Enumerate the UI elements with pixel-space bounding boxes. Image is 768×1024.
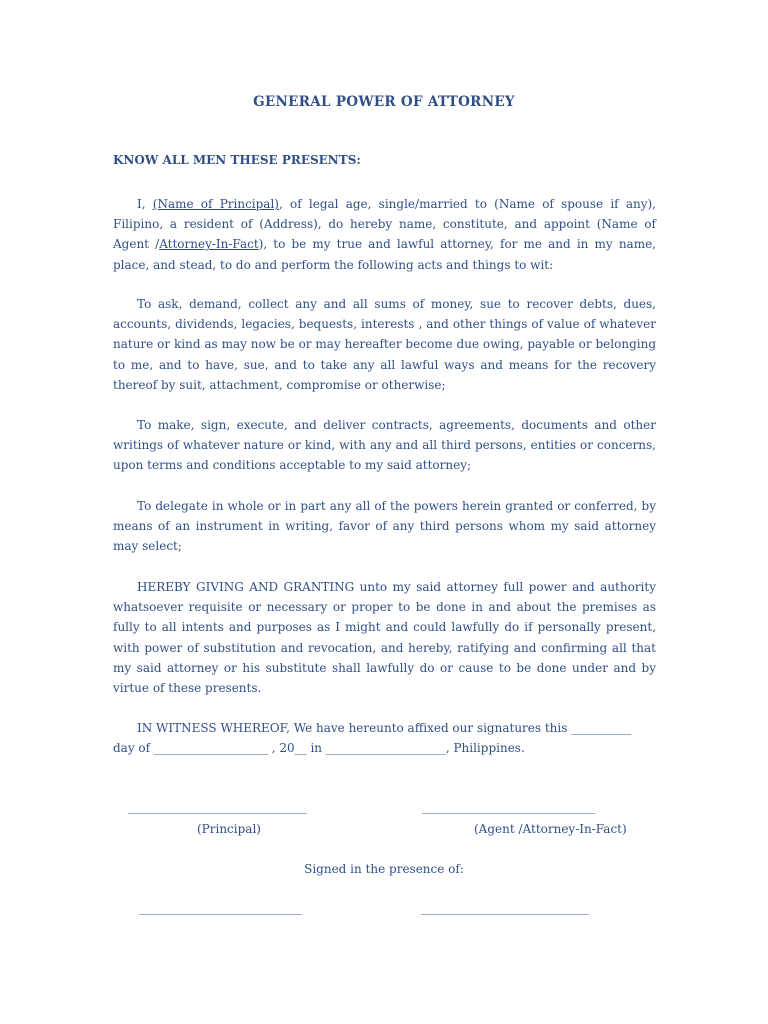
presence-text: Signed in the presence of: (304, 862, 464, 876)
principal-name-placeholder: (Name of Principal) (152, 197, 279, 211)
agent-name-placeholder: Attorney-In-Fact (159, 237, 259, 252)
text-segment: , of legal age, single/married to (Name of spouse if any), Filipino, a resident of (Address), do hereby name, constitute, and appoint (Name of Agent / (113, 197, 657, 252)
document-heading: KNOW ALL MEN THESE PRESENTS: (113, 153, 361, 167)
principal-signature-line: _________________________________ (128, 800, 307, 814)
principal-label: (Principal) (197, 822, 261, 836)
paragraph-delegate: To delegate in whole or in part any all of the powers herein granted or conferred, by means of an instrument in writing, favor of any third persons whom my said attorney may select; (113, 499, 656, 554)
paragraph-appointment (113, 194, 656, 275)
paragraph-collect-money: To ask, demand, collect any and all sums of money, sue to recover debts, dues, accounts, dividends, legacies, bequests, interests , and other things of value of whatever nature or kind as may now be or may hereafter become due owing, payable or belonging to me, and to have, sue, and to take any all lawful ways and means for the recovery thereof by suit, attachment, compromise or otherwise; (113, 297, 656, 392)
paragraph-contracts: To make, sign, execute, and deliver contracts, agreements, documents and other writings of whatever nature or kind, with any and all third persons, entities or concerns, upon terms and conditions acceptable to my said attorney; (113, 418, 656, 473)
text-segment: ), to be my true and lawful attorney, for me and in my name, place, and stead, to do and perform the following acts and things to wit: (113, 237, 656, 272)
witness-line-1: IN WITNESS WHEREOF, We have hereunto affixed our signatures this __________ (137, 721, 632, 735)
witness-signature-line-2: _______________________________ (421, 901, 589, 915)
witness-line-2: day of ___________________ , 20__ in ____________________, Philippines. (113, 741, 525, 756)
agent-signature-line: ________________________________ (422, 800, 595, 814)
agent-label: (Agent /Attorney-In-Fact) (474, 822, 627, 836)
document-title: GENERAL POWER OF ATTORNEY (253, 94, 515, 110)
text-segment: I, (137, 197, 153, 211)
paragraph-witness (113, 718, 656, 758)
witness-signature-line-1: ______________________________ (139, 901, 302, 915)
paragraph-granting: HEREBY GIVING AND GRANTING unto my said attorney full power and authority whatsoever requisite or necessary or proper to be done in and about the premises as fully to all intents and purposes as I might and could lawfully do if personally present, with power of substitution and revocation, and hereby, ratifying and confirming all that my said attorney or his substitute shall lawfully do or cause to be done under and by virtue of these presents. (113, 580, 656, 696)
